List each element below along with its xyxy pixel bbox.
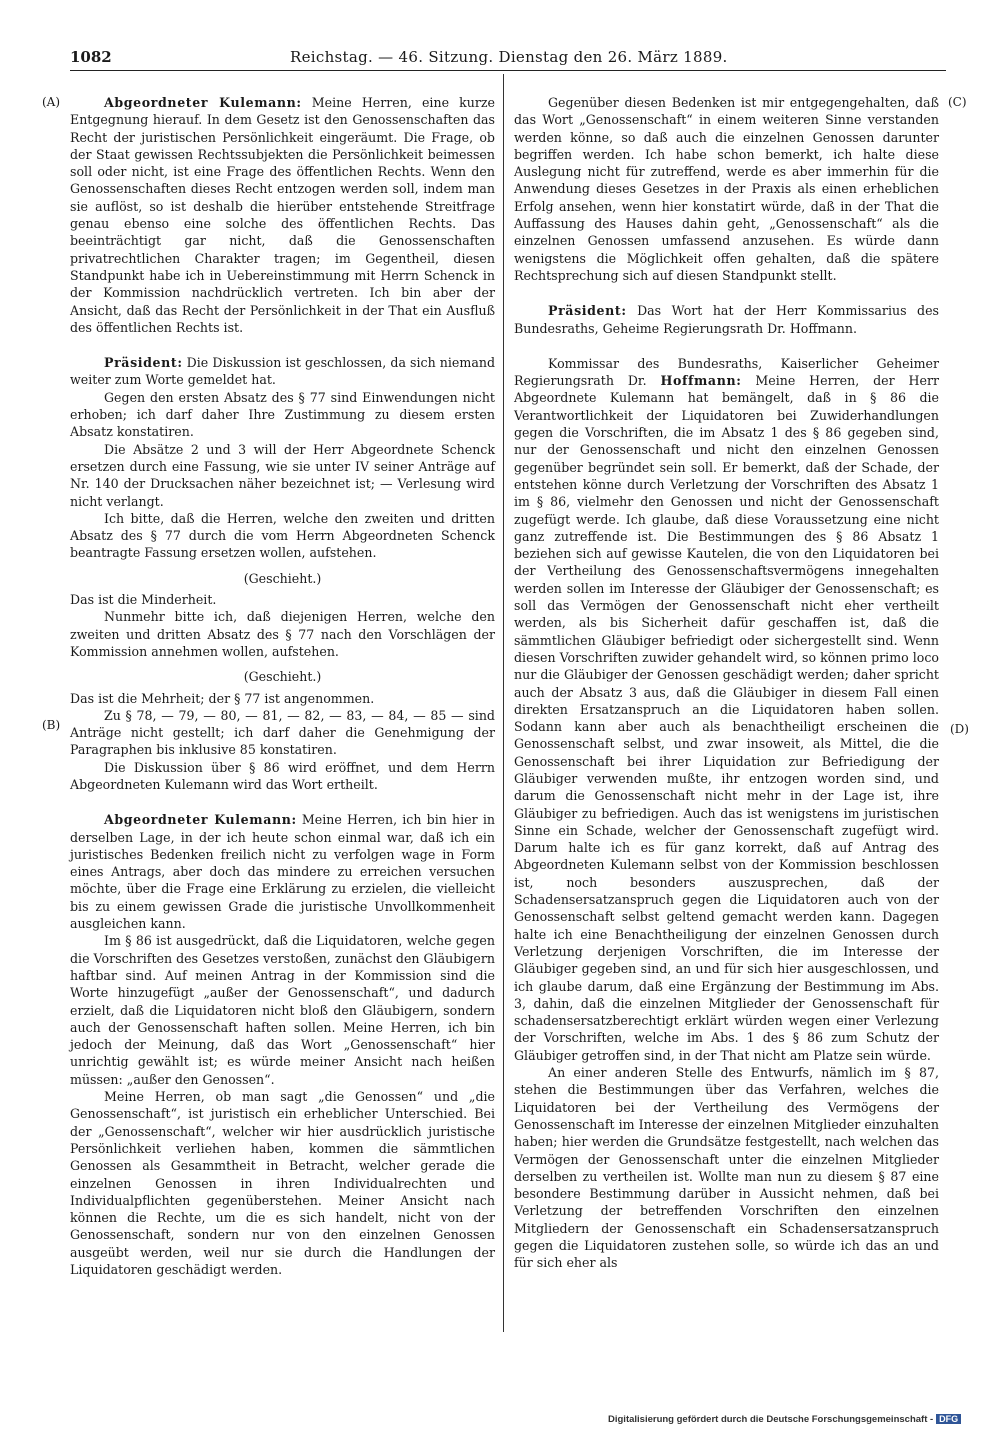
paragraph: Meine Herren, ob man sagt „die Genossen“ und „die Genossenschaft“, ist juristisch ein erheblicher Unterschied. Bei der „Genossenschaft“, welcher wir hier ausdrücklich juristische Persönlichkeit verliehen haben, kommen die sämmtlichen Genossen als Gesammtheit in Betracht, welcher gerade die einzelnen Genossen in ihren Individualrechten und Individualpflichten gegenüberstehen. Meiner Ansicht nach können die Rechte, um die es sich handelt, nicht von der Genossenschaft, sondern nur von den einzelnen Genossen ausgeübt werden, weil nur sie durch die Handlungen der Liquidatoren geschädigt werden. bbox=[70, 1089, 495, 1277]
speaker-name: Präsident: bbox=[548, 303, 627, 319]
paragraph bbox=[70, 811, 495, 932]
margin-marker-a: (A) bbox=[42, 95, 61, 109]
dfg-logo: DFG bbox=[936, 1414, 961, 1424]
speech-text: Meine Herren, der Herr Abgeordnete Kulemann hat bemängelt, daß in § 86 die Verantwortlichkeit der Liquidatoren bei Zuwiderhandlungen gegen die Vorschriften, die im Absatz 1 des § 86 gegeben sind, nur der Genossenschaft und nicht den einzelnen Genossen gegenüber begründet sein soll. Er bemerkt, daß der Schade, der entstehen könne durch Verletzung der Vorschriften des Absatz 1 im § 86, vielmehr den Genossen und nicht der Genossenschaft zugefügt werde. Ich glaube, daß diese Voraussetzung eine nicht ganz zutreffende ist. Die Bestimmungen des § 86 Absatz 1 beziehen sich auf gewisse Kautelen, die von den Liquidatoren bei der Vertheilung des Genossenschaftsvermögens innegehalten werden sollen im Interesse der Gläubiger der Genossenschaft; es soll das Vermögen der Genossenschaft nicht eher vertheilt werden, als bis Sicherheit dafür geschaffen ist, daß die sämmtlichen Gläubiger befriedigt oder sichergestellt sind. Wenn diesen Vorschriften zuwider gehandelt wird, so können primo loco nur die Gläubiger der Genossen geschädigt werden; daher spricht auch der Absatz 3 aus, daß die Gläubiger in diesem Fall einen direkten Ersatzanspruch an die Liquidatoren haben sollen. Sodann kann aber auch als benachtheiligt erscheinen die Genossenschaft selbst, und zwar insoweit, als Mittel, die die Genossenschaft bei ihrer Liquidation zur Befriedigung der Gläubiger verwenden mußte, ihr entzogen worden sind, und darum die Genossenschaft nicht mehr in der Lage ist, ihre Gläubiger zu befriedigen. Auch das ist wenigstens im juristischen Sinne ein Schade, welcher der Genossenschaft zugefügt wird. Darum halte ich es für ganz korrekt, daß auf Antrag des Abgeordneten Kulemann selbst von der Kommission beschlossen ist, noch besonders auszusprechen, daß der Schadensersatzanspruch gegen die Liquidatoren auch von der Genossenschaft selbst geltend gemacht werden kann. Dagegen halte ich eine Benachtheiligung der einzelnen Genossen durch Verletzung derjenigen Vorschriften, die im Interesse der Gläubiger gegeben sind, an und für sich hier ausgeschlossen, und ich glaube darum, daß eine Ergänzung der Bestimmung im Abs. 3, dahin, daß die einzelnen Mitglieder der Genossenschaft für schadensersatzberechtigt erklärt würden wegen einer Verlezung der Vorschriften, welche im Abs. 1 des § 86 zum Schutz der Gläubiger getroffen sind, in der That nicht am Platze sein würde. bbox=[514, 373, 940, 1063]
right-column bbox=[514, 94, 939, 1272]
speech-text: Die Diskussion ist geschlossen, da sich niemand weiter zum Worte gemeldet hat. bbox=[70, 355, 495, 388]
paragraph bbox=[514, 302, 939, 337]
margin-marker-c: (C) bbox=[948, 95, 967, 109]
speech-text: Meine Herren, ich bin hier in derselben Lage, in der ich heute schon einmal war, daß ich ein juristisches Bedenken freilich nicht zu verfolgen wage in Form eines Antrags, aber doch das mindere zu erreichen versuchen möchte, über die Frage eine Erklärung zu erzielen, die vielleicht bis zu einem gewissen Grade die juristische Unvollkommenheit ausgleichen kann. bbox=[70, 812, 495, 932]
paragraph bbox=[514, 355, 939, 1064]
margin-marker-b: (B) bbox=[42, 718, 61, 732]
speech-text: Meine Herren, eine kurze Entgegnung hierauf. In dem Gesetz ist den Genossenschaften das Recht der juristischen Persönlichkeit eingeräumt. Die Frage, ob der Staat gewissen Rechtssubjekten die Persönlichkeit beimessen soll oder nicht, ist eine Frage des öffentlichen Rechts. Wenn den Genossenschaften dieses Recht entzogen werden soll, indem man sie auflöst, so ist deshalb die hierüber entstehende Streitfrage genau ebenso eine solche des öffentlichen Rechts. Das beeinträchtigt gar nicht, daß die Genossenschaften privatrechtlichen Charakter tragen; im Gegentheil, diesen Standpunkt habe ich in Uebereinstimmung mit Herrn Schenck in der Kommission nachdrücklich vertreten. Ich bin aber der Ansicht, daß das Recht der Persönlichkeit in der That ein Ausfluß des öffentlichen Rechts ist. bbox=[70, 95, 495, 335]
paragraph: Das ist die Mehrheit; der § 77 ist angenommen. bbox=[70, 690, 375, 706]
paragraph: Die Diskussion über § 86 wird eröffnet, und dem Herrn Abgeordneten Kulemann wird das Wort ertheilt. bbox=[70, 759, 495, 792]
stage-direction: (Geschieht.) bbox=[243, 570, 322, 586]
paragraph: Gegen den ersten Absatz des § 77 sind Einwendungen nicht erhoben; ich darf daher Ihre Zustimmung zu diesem ersten Absatz konstatiren. bbox=[70, 389, 495, 440]
column-divider bbox=[503, 74, 504, 1332]
speaker-intro: Kommissar des Bundesraths, Kaiserlicher Geheimer Regierungsrath Dr. bbox=[514, 355, 939, 389]
page-header bbox=[70, 48, 946, 71]
running-title: Reichstag. — 46. Sitzung. Dienstag den 26. März 1889. bbox=[290, 48, 728, 66]
speaker-name: Präsident: bbox=[104, 355, 183, 371]
paragraph: An einer anderen Stelle des Entwurfs, nämlich im § 87, stehen die Bestimmungen über das Verfahren, welches die Liquidatoren bei der Vertheilung des Vermögens der Genossenschaft im Interesse der einzelnen Mitglieder einzuhalten haben; hier werden die Grundsätze festgestellt, nach welchen das Vermögen der Genossenschaft unter die einzelnen Mitglieder derselben zu vertheilen ist. Wollte man nun zu diesem § 87 eine besondere Bestimmung darüber in Aussicht nehmen, daß bei Verletzung der betreffenden Vorschriften den einzelnen Mitgliedern der Genossenschaft ein Schadensersatzanspruch gegen die Liquidatoren zustehen solle, so würde ich das an und für sich eher als bbox=[514, 1065, 939, 1271]
speaker-name: Abgeordneter Kulemann: bbox=[104, 812, 297, 828]
paragraph: Im § 86 ist ausgedrückt, daß die Liquidatoren, welche gegen die Vorschriften des Gesetzes verstoßen, zunächst den Gläubigern haftbar sind. Auf meinen Antrag in der Kommission sind die Worte hinzugefügt „außer der Genossenschaft“, und dadurch erzielt, daß die Liquidatoren nicht bloß den Gläubigern, sondern auch der Genossenschaft haften sollen. Meine Herren, ich bin jedoch der Meinung, daß das Wort „Genossenschaft“ hier unrichtig gewählt ist; es würde meiner Ansicht nach heißen müssen: „außer den Genossen“. bbox=[70, 933, 495, 1087]
footer-credit bbox=[608, 1414, 961, 1425]
paragraph: Ich bitte, daß die Herren, welche den zweiten und dritten Absatz des § 77 durch die vom Herrn Abgeordneten Schenck beantragte Fassung ersetzen wollen, aufstehen. bbox=[70, 510, 495, 561]
speaker-name: Abgeordneter Kulemann: bbox=[104, 95, 302, 110]
paragraph bbox=[70, 354, 495, 389]
paragraph bbox=[70, 94, 495, 336]
page-number: 1082 bbox=[70, 48, 112, 66]
margin-marker-d: (D) bbox=[950, 722, 969, 736]
speaker-name: Hoffmann: bbox=[660, 373, 742, 389]
left-column bbox=[70, 94, 495, 1278]
paragraph: Das ist die Minderheit. bbox=[70, 592, 217, 608]
stage-direction: (Geschieht.) bbox=[243, 669, 322, 685]
footer-text: Digitalisierung gefördert durch die Deutsche Forschungsgemeinschaft - bbox=[608, 1414, 934, 1425]
paragraph: Die Absätze 2 und 3 will der Herr Abgeordnete Schenck ersetzen durch eine Fassung, wie sie unter IV seiner Anträge auf Nr. 140 der Drucksachen näher bezeichnet ist; — Verlesung wird nicht verlangt. bbox=[70, 441, 495, 509]
paragraph: Gegenüber diesen Bedenken ist mir entgegengehalten, daß das Wort „Genossenschaft“ in einem weiteren Sinne verstanden werden könne, so daß auch die einzelnen Genossen darunter begriffen werden. Ich habe schon bemerkt, ich halte diese Auslegung nicht für zutreffend, werde es aber immerhin für die Anwendung dieses Gesetzes in der Praxis als einen erheblichen Erfolg ansehen, wenn hier konstatirt würde, daß in der That die Auffassung des Hauses dahin geht, „Genossenschaft“ als die einzelnen Genossen umfassend anzusehen. Es würde dann wenigstens die Möglichkeit offen gehalten, daß die spätere Rechtsprechung sich auf diesen Standpunkt stellt. bbox=[514, 95, 939, 283]
paragraph: Nunmehr bitte ich, daß diejenigen Herren, welche den zweiten und dritten Absatz des § 77 nach den Vorschlägen der Kommission annehmen wollen, aufstehen. bbox=[70, 609, 495, 659]
paragraph: Zu § 78, — 79, — 80, — 81, — 82, — 83, — 84, — 85 — sind Anträge nicht gestellt; ich darf daher die Genehmigung der Paragraphen bis inklusive 85 konstatiren. bbox=[70, 707, 495, 758]
speech-text: Das Wort hat der Herr Kommissarius des Bundesraths, Geheime Regierungsrath Dr. Hoffmann. bbox=[514, 303, 939, 336]
